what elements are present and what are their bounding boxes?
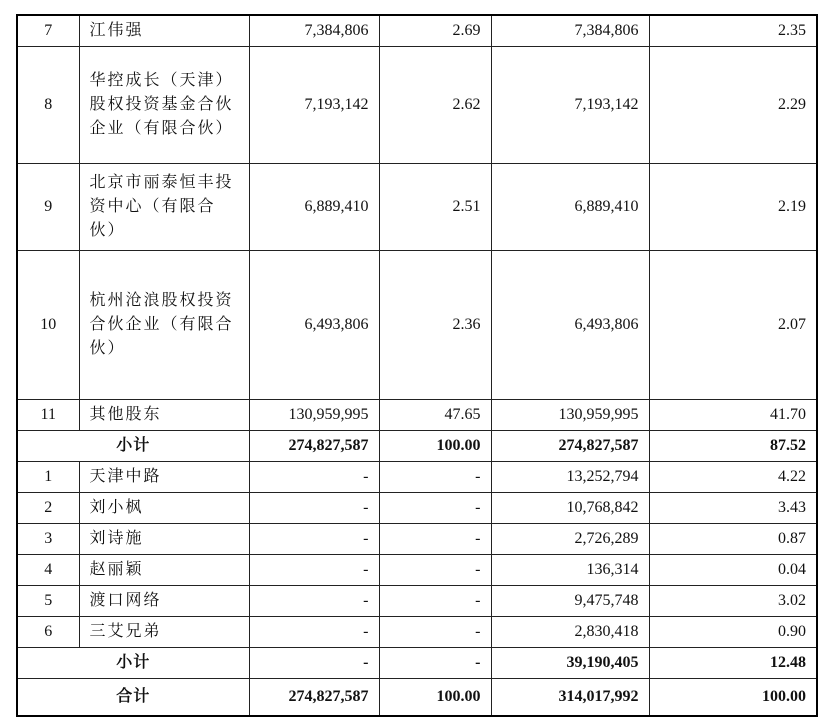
ratio-before: 2.62 bbox=[379, 47, 491, 164]
ratio-before: 100.00 bbox=[379, 431, 491, 462]
row-index: 6 bbox=[17, 617, 79, 648]
shareholder-name: 其他股东 bbox=[79, 400, 249, 431]
row-index: 10 bbox=[17, 251, 79, 400]
row-index: 3 bbox=[17, 524, 79, 555]
ratio-after: 2.07 bbox=[649, 251, 817, 400]
table-row bbox=[17, 462, 817, 493]
shares-before: - bbox=[249, 462, 379, 493]
shares-after: 6,493,806 bbox=[491, 251, 649, 400]
shares-before: 274,827,587 bbox=[249, 679, 379, 717]
shares-after: 13,252,794 bbox=[491, 462, 649, 493]
subtotal-row bbox=[17, 648, 817, 679]
shares-after: 7,193,142 bbox=[491, 47, 649, 164]
row-index: 11 bbox=[17, 400, 79, 431]
table-row bbox=[17, 524, 817, 555]
ratio-before: 100.00 bbox=[379, 679, 491, 717]
shareholder-name: 三艾兄弟 bbox=[79, 617, 249, 648]
ratio-before: - bbox=[379, 493, 491, 524]
table-row bbox=[17, 493, 817, 524]
ratio-before: - bbox=[379, 555, 491, 586]
shares-before: - bbox=[249, 555, 379, 586]
table-row bbox=[17, 400, 817, 431]
ratio-after: 2.19 bbox=[649, 164, 817, 251]
table-row bbox=[17, 15, 817, 47]
shares-after: 130,959,995 bbox=[491, 400, 649, 431]
shares-after: 7,384,806 bbox=[491, 15, 649, 47]
row-index: 7 bbox=[17, 15, 79, 47]
shares-before: - bbox=[249, 617, 379, 648]
table-row bbox=[17, 251, 817, 400]
ratio-after: 0.90 bbox=[649, 617, 817, 648]
table-row bbox=[17, 586, 817, 617]
row-index: 1 bbox=[17, 462, 79, 493]
shares-after: 136,314 bbox=[491, 555, 649, 586]
table-row bbox=[17, 555, 817, 586]
shares-after: 2,830,418 bbox=[491, 617, 649, 648]
ratio-before: 2.51 bbox=[379, 164, 491, 251]
shares-after: 39,190,405 bbox=[491, 648, 649, 679]
ratio-after: 12.48 bbox=[649, 648, 817, 679]
subtotal-label: 小计 bbox=[17, 648, 249, 679]
ratio-after: 100.00 bbox=[649, 679, 817, 717]
ratio-after: 0.04 bbox=[649, 555, 817, 586]
ratio-before: - bbox=[379, 617, 491, 648]
row-index: 2 bbox=[17, 493, 79, 524]
shares-after: 10,768,842 bbox=[491, 493, 649, 524]
shares-before: - bbox=[249, 648, 379, 679]
ratio-after: 0.87 bbox=[649, 524, 817, 555]
ratio-after: 3.43 bbox=[649, 493, 817, 524]
ratio-after: 2.35 bbox=[649, 15, 817, 47]
shares-after: 314,017,992 bbox=[491, 679, 649, 717]
shareholder-name: 天津中路 bbox=[79, 462, 249, 493]
table-row bbox=[17, 164, 817, 251]
ratio-after: 3.02 bbox=[649, 586, 817, 617]
shares-before: - bbox=[249, 586, 379, 617]
row-index: 4 bbox=[17, 555, 79, 586]
row-index: 8 bbox=[17, 47, 79, 164]
shares-before: 7,384,806 bbox=[249, 15, 379, 47]
shareholder-name: 赵丽颖 bbox=[79, 555, 249, 586]
shares-before: - bbox=[249, 493, 379, 524]
shares-after: 6,889,410 bbox=[491, 164, 649, 251]
total-label: 合计 bbox=[17, 679, 249, 717]
table-row bbox=[17, 47, 817, 164]
ratio-after: 41.70 bbox=[649, 400, 817, 431]
shareholder-name: 江伟强 bbox=[79, 15, 249, 47]
ratio-before: 47.65 bbox=[379, 400, 491, 431]
shares-before: - bbox=[249, 524, 379, 555]
ratio-after: 87.52 bbox=[649, 431, 817, 462]
row-index: 5 bbox=[17, 586, 79, 617]
ratio-after: 2.29 bbox=[649, 47, 817, 164]
shares-before: 274,827,587 bbox=[249, 431, 379, 462]
subtotal-row bbox=[17, 431, 817, 462]
ratio-before: 2.69 bbox=[379, 15, 491, 47]
table-row bbox=[17, 617, 817, 648]
shares-before: 6,889,410 bbox=[249, 164, 379, 251]
shareholder-name: 杭州沧浪股权投资合伙企业（有限合伙） bbox=[79, 251, 249, 400]
shares-after: 9,475,748 bbox=[491, 586, 649, 617]
shares-before: 130,959,995 bbox=[249, 400, 379, 431]
ratio-after: 4.22 bbox=[649, 462, 817, 493]
shareholder-name: 刘小枫 bbox=[79, 493, 249, 524]
shares-after: 2,726,289 bbox=[491, 524, 649, 555]
shares-before: 6,493,806 bbox=[249, 251, 379, 400]
shareholder-name: 华控成长（天津）股权投资基金合伙企业（有限合伙） bbox=[79, 47, 249, 164]
ratio-before: - bbox=[379, 586, 491, 617]
ratio-before: - bbox=[379, 524, 491, 555]
row-index: 9 bbox=[17, 164, 79, 251]
shares-before: 7,193,142 bbox=[249, 47, 379, 164]
shareholder-name: 北京市丽泰恒丰投资中心（有限合伙） bbox=[79, 164, 249, 251]
subtotal-label: 小计 bbox=[17, 431, 249, 462]
shareholder-name: 渡口网络 bbox=[79, 586, 249, 617]
ratio-before: - bbox=[379, 648, 491, 679]
total-row bbox=[17, 679, 817, 717]
shares-after: 274,827,587 bbox=[491, 431, 649, 462]
ratio-before: 2.36 bbox=[379, 251, 491, 400]
ratio-before: - bbox=[379, 462, 491, 493]
shareholder-name: 刘诗施 bbox=[79, 524, 249, 555]
shareholding-table bbox=[16, 14, 818, 717]
